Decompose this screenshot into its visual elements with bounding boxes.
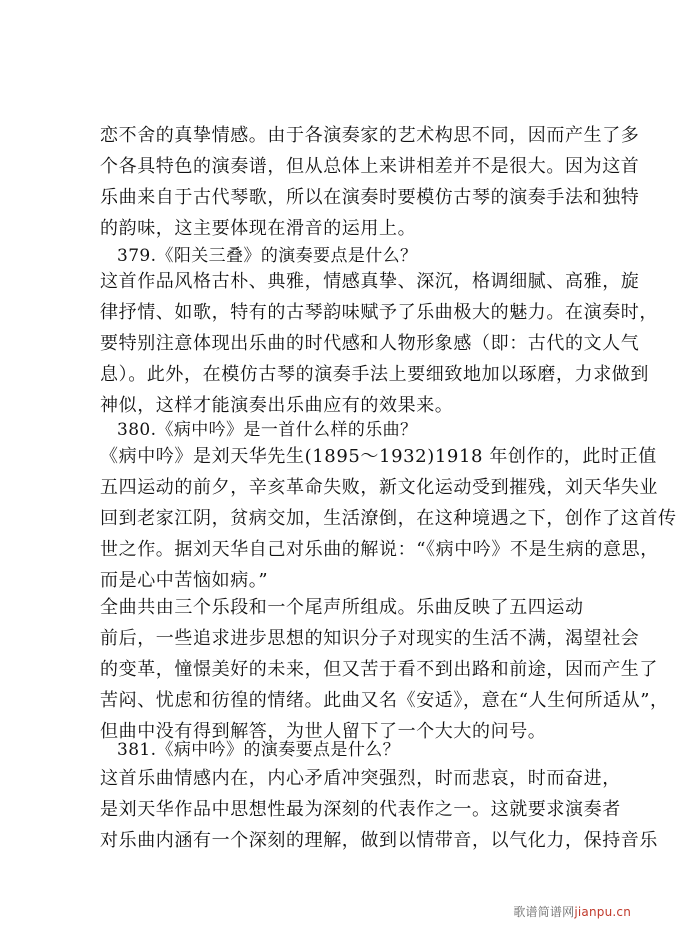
text-line: 神似，这样才能演奏出乐曲应有的效果来。 [100, 395, 454, 416]
text-line: 要特别注意体现出乐曲的时代感和人物形象感（即：古代的文人气 [100, 333, 640, 354]
text-line: 是刘天华作品中思想性最为深刻的代表作之一。这就要求演奏者 [100, 799, 621, 820]
text-line: 这首作品风格古朴、典雅，情感真挚、深沉，格调细腻、高雅，旋 [100, 271, 640, 292]
paragraph-answer-381 [100, 763, 658, 856]
text-line: 的变革，憧憬美好的未来，但又苦于看不到出路和前途，因而产生了 [100, 659, 658, 680]
text-line: 五四运动的前夕，辛亥革命失败，新文化运动受到摧残，刘天华失业 [100, 477, 658, 498]
question-heading-379: 379.《阳关三叠》的演奏要点是什么？ [117, 246, 418, 266]
text-line: 苦闷、忧虑和彷徨的情绪。此曲又名《安适》，意在“人生何所适从”， [100, 690, 669, 711]
watermark-url: jianpu.cn [574, 905, 631, 919]
watermark [513, 903, 631, 920]
paragraph-answer-380-b [100, 592, 669, 747]
question-heading-380: 380.《病中吟》是一首什么样的乐曲？ [117, 420, 418, 440]
text-line: 息）。此外，在模仿古琴的演奏手法上要细致地加以琢磨，力求做到 [100, 364, 649, 385]
text-line: 但曲中没有得到解答，为世人留下了一个大大的问号。 [100, 721, 547, 742]
paragraph-answer-380-a [100, 441, 677, 596]
text-line: 而是心中苦恼如病。” [100, 570, 269, 591]
paragraph-answer-379 [100, 266, 658, 421]
text-line: 律抒情、如歌，特有的古琴韵味赋予了乐曲极大的魅力。在演奏时， [100, 302, 658, 323]
text-line: 对乐曲内涵有一个深刻的理解，做到以情带音，以气化力，保持音乐 [100, 830, 658, 851]
text-line: 前后，一些追求进步思想的知识分子对现实的生活不满，渴望社会 [100, 628, 640, 649]
text-line: 个各具特色的演奏谱，但从总体上来讲相差并不是很大。因为这首 [100, 156, 640, 177]
text-line: 这首乐曲情感内在，内心矛盾冲突强烈，时而悲哀，时而奋进， [100, 768, 621, 789]
paragraph-intro [100, 120, 640, 244]
text-line: 恋不舍的真挚情感。由于各演奏家的艺术构思不同，因而产生了多 [100, 125, 640, 146]
text-line: 乐曲来自于古代琴歌，所以在演奏时要模仿古琴的演奏手法和独特 [100, 187, 640, 208]
text-line: 的韵味，这主要体现在滑音的运用上。 [100, 218, 417, 239]
text-line: 回到老家江阴，贫病交加，生活潦倒，在这种境遇之下，创作了这首传 [100, 508, 677, 529]
text-line: 世之作。据刘天华自己对乐曲的解说：“《病中吟》不是生病的意思， [100, 539, 659, 560]
text-line: 全曲共由三个乐段和一个尾声所组成。乐曲反映了五四运动 [100, 597, 584, 618]
question-heading-381: 381.《病中吟》的演奏要点是什么？ [117, 740, 401, 760]
watermark-site: 歌谱简谱网 [513, 905, 575, 919]
text-line: 《病中吟》是刘天华先生(1895～1932)1918 年创作的，此时正值 [100, 446, 657, 467]
